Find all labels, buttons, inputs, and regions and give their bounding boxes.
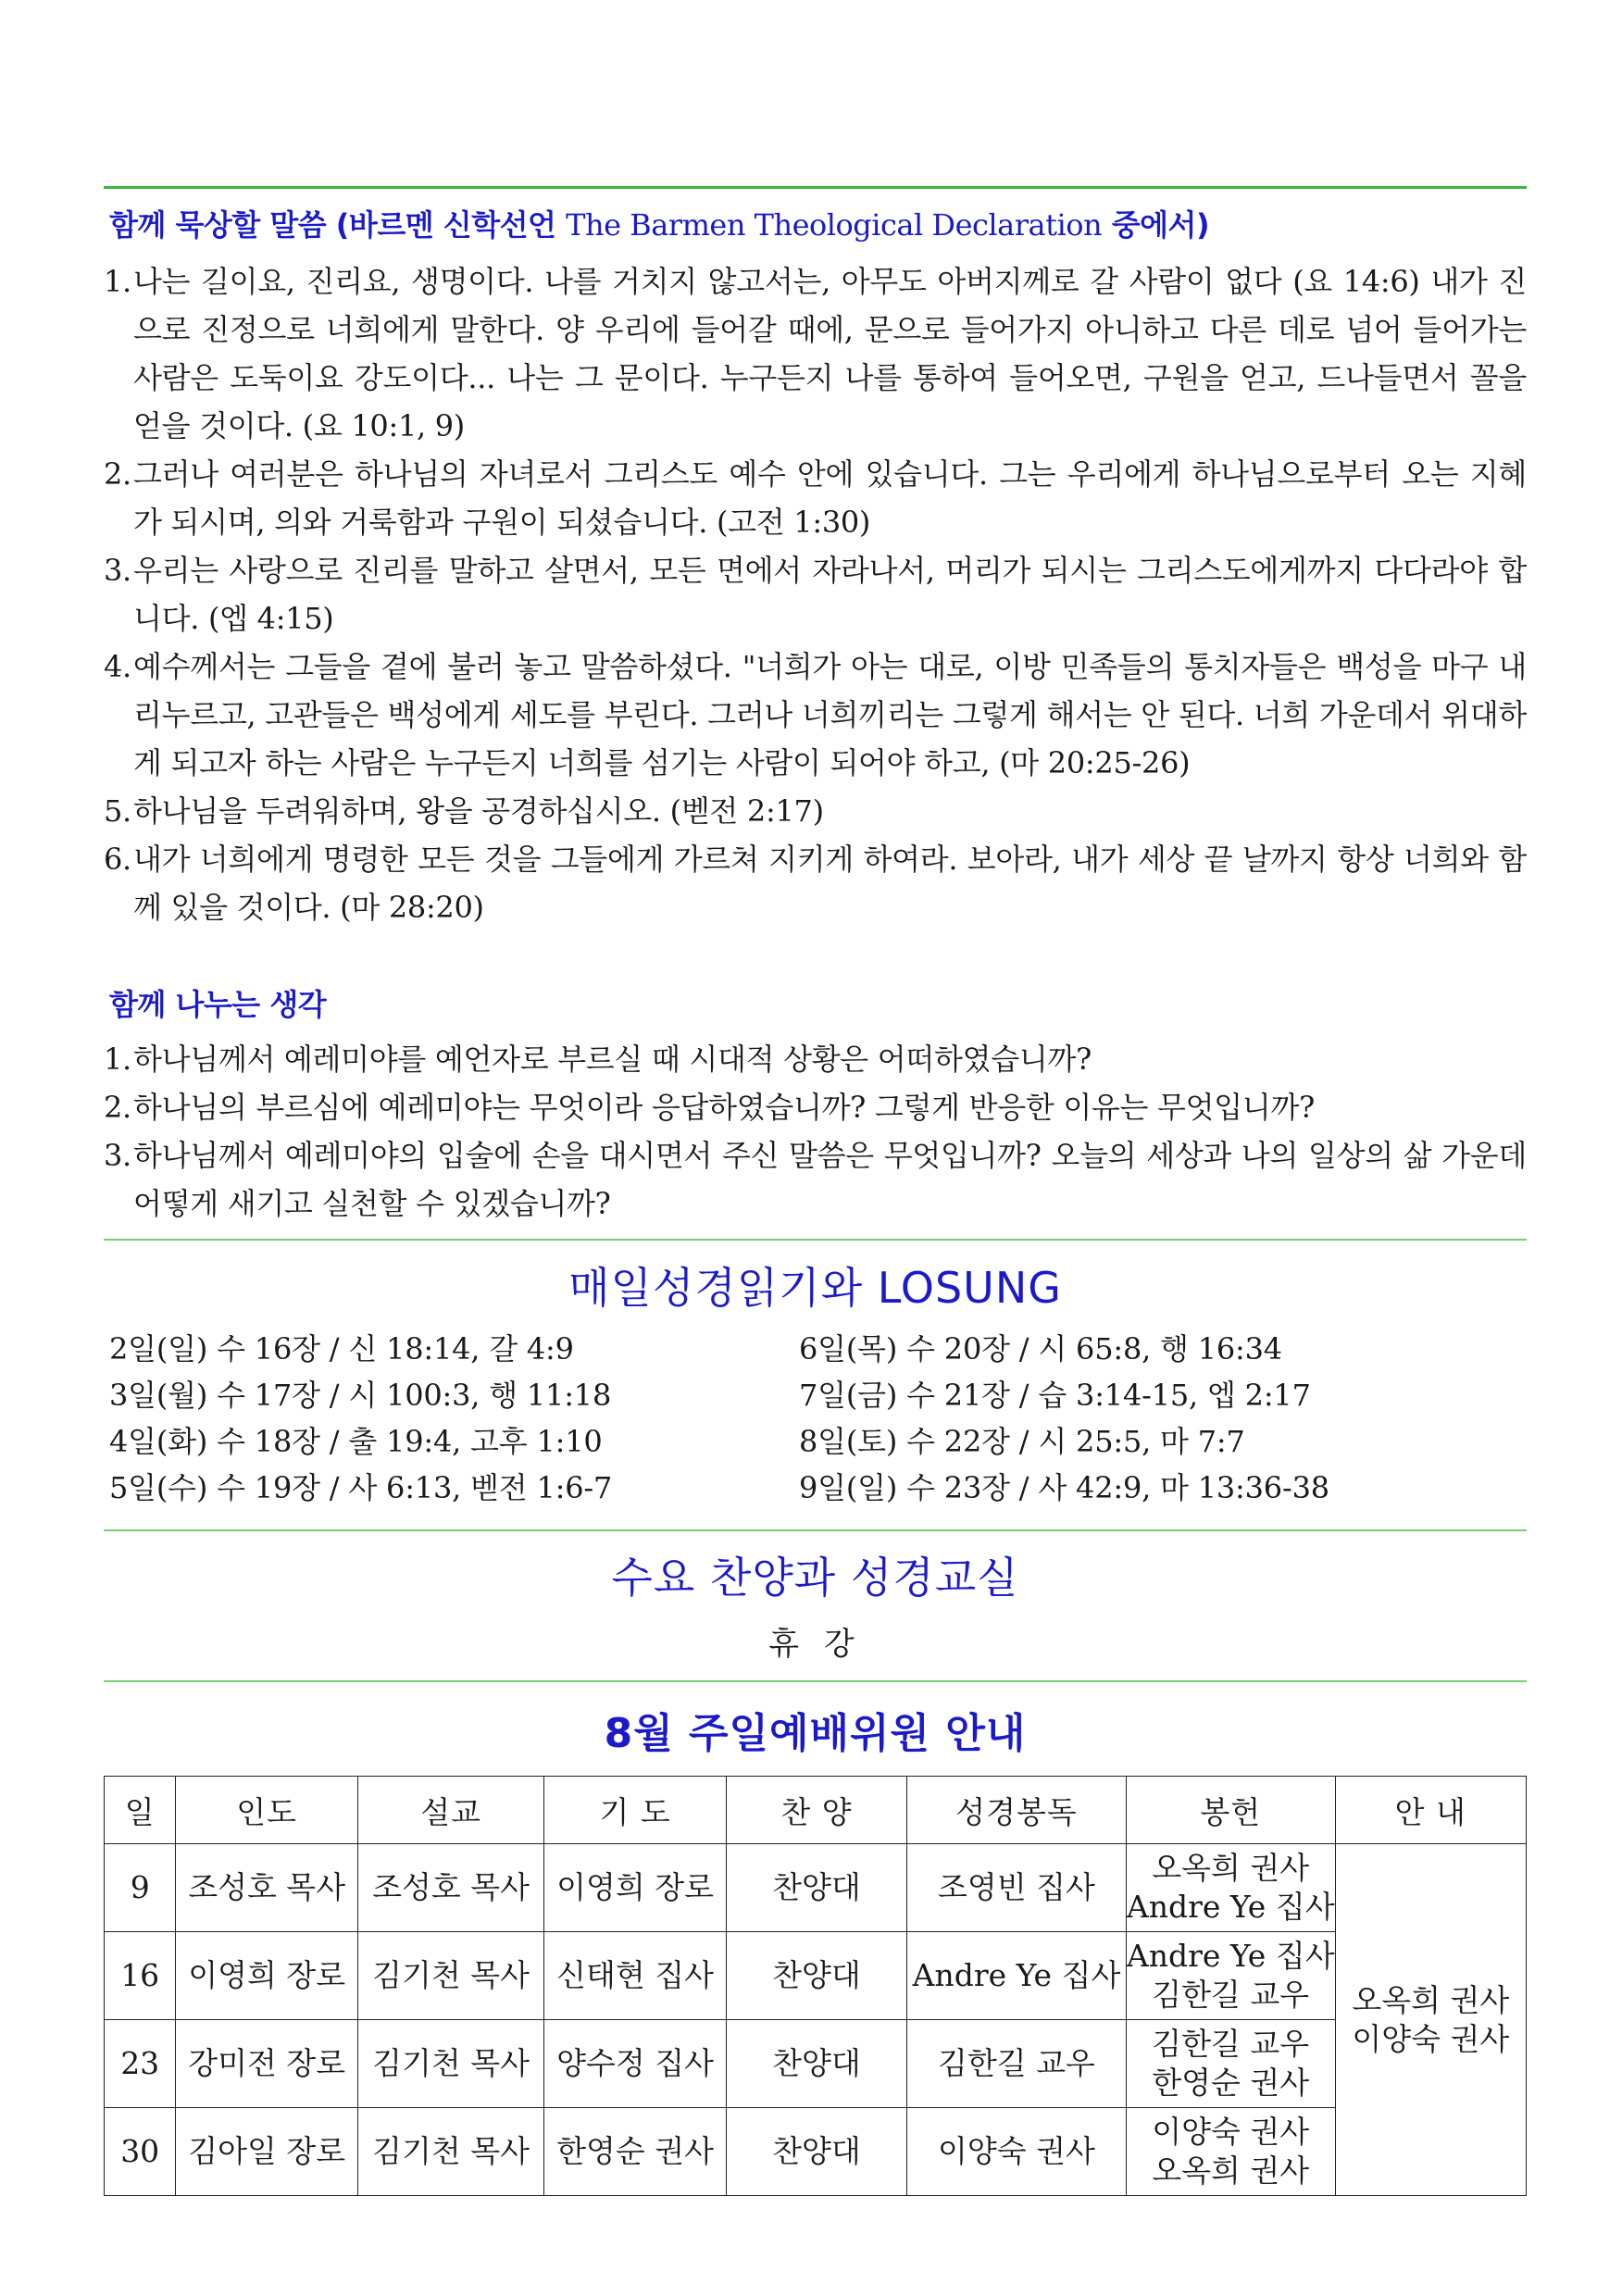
- praise-cell: 찬양대: [726, 1844, 906, 1932]
- sharing-heading: 함께 나누는 생각: [109, 987, 327, 1022]
- reading-row: 8일(토) 수 22장 / 시 25:5, 마 7:7: [799, 1424, 1245, 1459]
- lead-cell: 조성호 목사: [176, 1844, 358, 1932]
- readings-title: 매일성경읽기와 LOSUNG: [568, 1263, 1062, 1313]
- meditation-title-end: 중에서): [1111, 207, 1210, 243]
- lead-cell: 강미전 장로: [176, 2020, 358, 2108]
- meditation-heading: [109, 202, 1209, 244]
- meditation-title-ko: 함께 묵상할 말씀 (바르멘 신학선언: [109, 207, 556, 243]
- sharing-item: 2. 하나님의 부르심에 예레미야는 무엇이라 응답하였습니까? 그렇게 반응한 이유는 무엇입니까?: [104, 1090, 1315, 1125]
- divider: [104, 1239, 1527, 1241]
- reading-row: 5일(수) 수 19장 / 사 6:13, 벧전 1:6-7: [109, 1470, 613, 1505]
- sharing-list: [104, 1035, 1527, 1228]
- meditation-item: 3. 우리는 사랑으로 진리를 말하고 살면서, 모든 면에서 자라나서, 머리가 되시는 그리스도에게까지 다다라야 합니다. (엡 4:15): [104, 553, 1527, 636]
- header-praise: 찬 양: [726, 1777, 906, 1844]
- table-row: [105, 1844, 1527, 1932]
- table-row: [105, 2108, 1527, 2196]
- sermon-cell: 김기천 목사: [357, 1932, 543, 2020]
- reading-row: 6일(목) 수 20장 / 시 65:8, 행 16:34: [799, 1331, 1282, 1366]
- prayer-cell: 양수정 집사: [544, 2020, 727, 2108]
- lead-cell: 김아일 장로: [176, 2108, 358, 2196]
- sermon-cell: 김기천 목사: [357, 2108, 543, 2196]
- prayer-cell: 이영희 장로: [544, 1844, 727, 1932]
- header-reading: 성경봉독: [907, 1777, 1127, 1844]
- praise-cell: 찬양대: [726, 2108, 906, 2196]
- prayer-cell: 한영순 권사: [544, 2108, 727, 2196]
- praise-cell: 찬양대: [726, 2020, 906, 2108]
- offering-cell: 김한길 교우 한영순 권사: [1126, 2020, 1335, 2108]
- sermon-cell: 조성호 목사: [357, 1844, 543, 1932]
- header-day: 일: [105, 1777, 176, 1844]
- reading-row: 9일(일) 수 23장 / 사 42:9, 마 13:36-38: [799, 1470, 1329, 1505]
- day-cell: 30: [105, 2108, 176, 2196]
- meditation-item: 1. 나는 길이요, 진리요, 생명이다. 나를 거치지 않고서는, 아무도 아버지께로 갈 사람이 없다 (요 14:6) 내가 진으로 진정으로 너희에게 말한다. 양 우리에 들어갈 때에, 문으로 들어가지 아니하고 다른 데로 넘어 들어가는 사람은 도둑이요 강도이다... 나는 그 문이다. 누구든지 나를 통하여 들어오면, 구원을 얻고, 드나들면서 꼴을 얻을 것이다. (요 10:1, 9): [104, 264, 1527, 443]
- reading-cell: 김한길 교우: [907, 2020, 1127, 2108]
- offering-cell: 이양숙 권사 오옥희 권사: [1126, 2108, 1335, 2196]
- sharing-item: 3. 하나님께서 예레미야의 입술에 손을 대시면서 주신 말씀은 무엇입니까? 오늘의 세상과 나의 일상의 삶 가운데 어떻게 새기고 실천할 수 있겠습니까?: [104, 1138, 1527, 1221]
- header-offering: 봉헌: [1126, 1777, 1335, 1844]
- table-row: [105, 2020, 1527, 2108]
- header-sermon: 설교: [357, 1777, 543, 1844]
- day-cell: 23: [105, 2020, 176, 2108]
- day-cell: 16: [105, 1932, 176, 2020]
- meditation-item: 6. 내가 너희에게 명령한 모든 것을 그들에게 가르쳐 지키게 하여라. 보아라, 내가 세상 끝 날까지 항상 너희와 함께 있을 것이다. (마 28:20): [104, 842, 1527, 925]
- lead-cell: 이영희 장로: [176, 1932, 358, 2020]
- meditation-item: 4. 예수께서는 그들을 곁에 불러 놓고 말씀하셨다. "너희가 아는 대로, 이방 민족들의 통치자들은 백성을 마구 내리누르고, 고관들은 백성에게 세도를 부린다. 그러나 너희끼리는 그렇게 해서는 안 된다. 너희 가운데서 위대하게 되고자 하는 사람은 누구든지 너희를 섬기는 사람이 되어야 하고, (마 20:25-26): [104, 649, 1527, 780]
- reading-row: 3일(월) 수 17장 / 시 100:3, 행 11:18: [109, 1378, 612, 1413]
- divider: [104, 1529, 1527, 1531]
- duty-roster-table: [104, 1776, 1527, 2196]
- readings-right-column: [799, 1326, 1329, 1511]
- reading-row: 2일(일) 수 16장 / 신 18:14, 갈 4:9: [109, 1331, 574, 1366]
- sharing-item: 1. 하나님께서 예레미야를 예언자로 부르실 때 시대적 상황은 어떠하였습니까?: [104, 1042, 1092, 1077]
- reading-cell: 이양숙 권사: [907, 2108, 1127, 2196]
- reading-row: 4일(화) 수 18장 / 출 19:4, 고후 1:10: [109, 1424, 603, 1459]
- readings-left-column: [109, 1326, 612, 1511]
- day-cell: 9: [105, 1844, 176, 1932]
- header-prayer: 기 도: [544, 1777, 727, 1844]
- header-guide: 안 내: [1335, 1777, 1526, 1844]
- table-row: [105, 1932, 1527, 2020]
- meditation-title-en: The Barmen Theological Declaration: [566, 207, 1103, 243]
- meditation-item: 5. 하나님을 두려워하며, 왕을 공경하십시오. (벧전 2:17): [104, 793, 824, 829]
- reading-cell: Andre Ye 집사: [907, 1932, 1127, 2020]
- duty-title: 8월 주일예배위원 안내: [604, 1710, 1027, 1757]
- sermon-cell: 김기천 목사: [357, 2020, 543, 2108]
- wednesday-note: 휴 강: [768, 1626, 862, 1663]
- offering-cell: Andre Ye 집사 김한길 교우: [1126, 1932, 1335, 2020]
- top-divider: [104, 186, 1527, 189]
- table-header-row: [105, 1777, 1527, 1844]
- offering-cell: 오옥희 권사 Andre Ye 집사: [1126, 1844, 1335, 1932]
- header-lead: 인도: [176, 1777, 358, 1844]
- guide-cell: 오옥희 권사 이양숙 권사: [1335, 1844, 1526, 2196]
- meditation-list: [104, 257, 1527, 931]
- meditation-item: 2. 그러나 여러분은 하나님의 자녀로서 그리스도 예수 안에 있습니다. 그는 우리에게 하나님으로부터 오는 지혜가 되시며, 의와 거룩함과 구원이 되셨습니다. (고전 1:30): [104, 456, 1527, 540]
- reading-row: 7일(금) 수 21장 / 습 3:14-15, 엡 2:17: [799, 1378, 1311, 1413]
- wednesday-title: 수요 찬양과 성경교실: [611, 1553, 1019, 1603]
- praise-cell: 찬양대: [726, 1932, 906, 2020]
- prayer-cell: 신태현 집사: [544, 1932, 727, 2020]
- reading-cell: 조영빈 집사: [907, 1844, 1127, 1932]
- divider: [104, 1680, 1527, 1682]
